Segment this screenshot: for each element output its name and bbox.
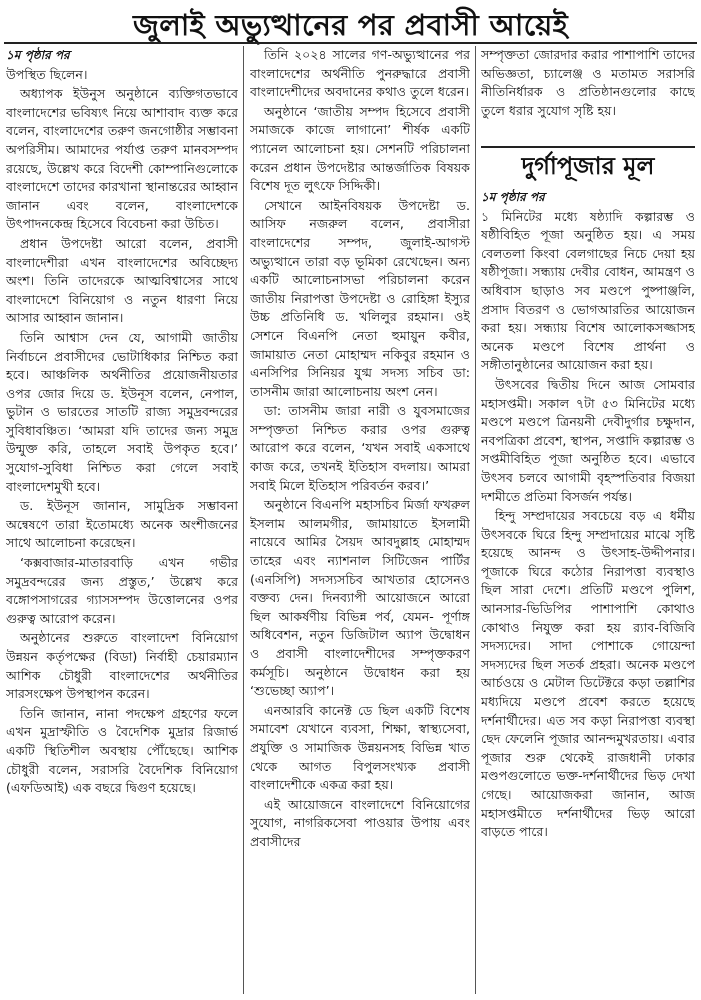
paragraph: উৎসবের দ্বিতীয় দিনে আজ সোমবার মহাসপ্তমী। সকাল ৭টা ৫৩ মিনিটের মধ্যে মণ্ডপে মণ্ডপে ত্রিনয়নী দেবীদুর্গার চক্ষুদান, নবপত্রিকা প্রবেশ, স্থাপন, সপ্তাদি কল্পারম্ভ ও সপ্তমীবিহিত পূজা অনুষ্ঠিত হবে। এভাবে উৎসব চলবে আগামী বৃহস্পতিবার বিজয়া দশমীতে প্রতিমা বিসর্জন পর্যন্ত।	[481, 376, 695, 504]
continuation-label: ১ম পৃষ্ঠার পর	[6, 48, 70, 62]
continuation-label: ১ম পৃষ্ঠার পর	[481, 190, 545, 204]
durga-puja-article	[481, 188, 695, 994]
paragraph: হিন্দু সম্প্রদায়ের সবচেয়ে বড় এ ধর্মীয় উৎসবকে ঘিরে হিন্দু সম্প্রদায়ের মাঝে সৃষ্টি হয়েছে আনন্দ ও উৎসাহ-উদ্দীপনার। পূজাকে ঘিরে কঠোর নিরাপত্তা ব্যবস্থাও ছিল সারা দেশে। প্রতিটি মণ্ডপে পুলিশ, আনসার-ভিডিপির পাশাপাশি কোথাও কোথাও নিযুক্ত করা হয় র‌্যাব-বিজিবি সদস্যদের। সাদা পোশাকে গোয়েন্দা সদস্যদের ছিল সতর্ক প্রহরা। অনেক মণ্ডপে আর্চওয়ে ও মেটাল ডিটেক্টরে কড়া তল্লাশির মধ্যদিয়ে মণ্ডপে প্রবেশ করতে হয়েছে দর্শনার্থীদের। এত সব কড়া নিরাপত্তা ব্যবস্থা ছেদ ফেলেনি পূজার আনন্দমুখরতায়। এবার পূজার শুরু থেকেই রাজধানী ঢাকার মণ্ডপগুলোতে ভক্ত-দর্শনার্থীদের ভিড় দেখা গেছে। আয়োজকরা জানান, আজ মহাসপ্তমীতে দর্শনার্থীদের ভিড় আরো বাড়তে পারে।	[481, 508, 695, 840]
paragraph: অনুষ্ঠানে ‘জাতীয় সম্পদ হিসেবে প্রবাসী সমাজকে কাজে লাগানো’ শীর্ষক একটি প্যানেল আলোচনা হয়। সেশনটি পরিচালনা করেন প্রধান উপদেষ্টার আন্তর্জাতিক বিষয়ক বিশেষ দূত লুৎফে সিদ্দিকী।	[250, 103, 470, 194]
paragraph: ১ মিনিটের মধ্যে ষষ্ঠ্যাদি কল্পারম্ভ ও ষষ্ঠীবিহিত পূজা অনুষ্ঠিত হয়। এ সময় বেলতলা কিংবা বেলগাছের নিচে দেয়া হয় ষষ্ঠীপূজা। সন্ধ্যায় দেবীর বোধন, আমন্ত্রণ ও অধিবাস ছাড়াও সব মণ্ডপে পুষ্পাঞ্জলি, প্রসাদ বিতরণ ও ভোগআরতির আয়োজন করা হয়। সন্ধ্যায় বিশেষ আলোকসজ্জাসহ অনেক মণ্ডপে বিশেষ প্রার্থনা ও সঙ্গীতানুষ্ঠানের আয়োজন করা হয়।	[481, 208, 695, 373]
paragraph: এনআরবি কানেক্ট ডে ছিল একটি বিশেষ সমাবেশ যেখানে ব্যবসা, শিক্ষা, স্বাস্থ্যসেবা, প্রযুক্তি ও সামাজিক উন্নয়নসহ বিভিন্ন খাত থেকে আগত বিপুলসংখ্যক প্রবাসী বাংলাদেশীকে একত্র করা হয়।	[250, 702, 470, 793]
article-column-2	[250, 46, 470, 994]
column-divider	[243, 46, 244, 994]
article-column-1	[6, 46, 238, 994]
paragraph: ডা: তাসনীম জারা নারী ও যুবসমাজের সম্পৃক্ততা নিশ্চিত করার ওপর গুরুত্ব আরোপ করে বলেন, ‘যখন সবাই একসাথে কাজ করে, তখনই ইতিহাস বদলায়। আমরা সবাই মিলে ইতিহাস পরিবর্তন করব।’	[250, 403, 470, 493]
paragraph: এই আয়োজনে বাংলাদেশে বিনিয়োগের সুযোগ, নাগরিকসেবা পাওয়ার উপায় এবং প্রবাসীদের	[250, 796, 470, 849]
secondary-headline: দুর্গাপূজার মূল	[521, 152, 655, 180]
paragraph: তিনি জানান, নানা পদক্ষেপ গ্রহণের ফলে এখন মুদ্রাস্ফীতি ও বৈদেশিক মুদ্রার রিজার্ভ একটি স্থিতিশীল অবস্থায় পৌঁছেছে। আশিক চৌধুরী বলেন, সরাসরি বৈদেশিক বিনিয়োগ (এফডিআই) এক বছরে দ্বিগুণ হয়েছে।	[6, 705, 238, 796]
paragraph: তিনি আশ্বাস দেন যে, আগামী জাতীয় নির্বাচনে প্রবাসীদের ভোটাধিকার নিশ্চিত করা হবে। আঞ্চলিক অর্থনীতির প্রয়োজনীয়তার ওপর জোর দিয়ে ড. ইউনূস বলেন, নেপাল, ভুটান ও ভারতের সাতটি রাজ্য সমুদ্রবন্দরের সুবিধাবঞ্চিত। ‘আমরা যদি তাদের জন্য সমুদ্র উন্মুক্ত করি, তাহলে সবাই উপকৃত হবে।’ সুযোগ-সুবিধা নিশ্চিত করা গেলে সবাই বাংলাদেশমুখী হবে।	[6, 329, 238, 494]
paragraph: অনুষ্ঠানের শুরুতে বাংলাদেশ বিনিয়োগ উন্নয়ন কর্তৃপক্ষের (বিডা) নির্বাহী চেয়ারম্যান আশিক চৌধুরী বাংলাদেশের অর্থনীতির সারসংক্ষেপ উপস্থাপন করেন।	[6, 630, 238, 702]
paragraph: উপস্থিত ছিলেন।	[6, 66, 88, 82]
paragraph: সেখানে আইনবিষয়ক উপদেষ্টা ড. আসিফ নজরুল বলেন, প্রবাসীরা বাংলাদেশের সম্পদ, জুলাই-আগস্ট অভ্যুত্থানে তারা বড় ভূমিকা রেখেছেন। অন্য একটি আলোচনাসভা পরিচালনা করেন জাতীয় নিরাপত্তা উপদেষ্টা ও রোহিঙ্গা ইস্যুর উচ্চ প্রতিনিধি ড. খলিলুর রহমান। ওই সেশনে বিএনপি নেতা হুমায়ুন কবীর, জামায়াত নেতা মোহাম্মদ নকিবুর রহমান ও এনসিপির সিনিয়র যুগ্ম সদস্য সচিব ডা: তাসনীম জারা আলোচনায় অংশ নেন।	[250, 197, 470, 399]
paragraph: সম্পৃক্ততা জোরদার করার পাশাপাশি তাদের অভিজ্ঞতা, চ্যালেঞ্জ ও মতামত সরাসরি নীতিনির্ধারক ও প্রতিষ্ঠানগুলোর কাছে তুলে ধরার সুযোগ সৃষ্টি হয়।	[481, 47, 695, 118]
paragraph: ড. ইউনূস জানান, সামুদ্রিক সম্ভাবনা অন্বেষণে তারা ইতোমধ্যে অনেক অংশীজনের সাথে আলোচনা করেছেন।	[6, 498, 238, 551]
paragraph: অধ্যাপক ইউনুস অনুষ্ঠানে ব্যক্তিগতভাবে বাংলাদেশের ভবিষ্যৎ নিয়ে আশাবাদ ব্যক্ত করে বলেন, বাংলাদেশের তরুণ জনগোষ্ঠীর সম্ভাবনা অপরিসীম। আমাদের পর্যাপ্ত তরুণ মানবসম্পদ রয়েছে, উল্লেখ করে বিদেশী কোম্পানিগুলোকে বাংলাদেশে তাদের কারখানা স্থানান্তরের আহ্বান জানান এবং বলেন, বাংলাদেশকে উৎপাদনকেন্দ্র হিসেবে বিবেচনা করা উচিত।	[6, 86, 238, 232]
main-headline: জুলাই অভ্যুত্থানের পর প্রবাসী আয়েই	[132, 8, 569, 42]
paragraph: অনুষ্ঠানে বিএনপি মহাসচিব মির্জা ফখরুল ইসলাম আলমগীর, জামায়াতে ইসলামী নায়েবে আমির সৈয়দ আবদুল্লাহ মোহাম্মদ তাহের এবং ন্যাশনাল সিটিজেন পার্টির (এনসিপি) সদস্যসচিব আখতার হোসেনও বক্তব্য দেন। দিনব্যাপী আয়োজনে আরো ছিল আকর্ষণীয় বিভিন্ন পর্ব, যেমন- পূর্ণাঙ্গ অধিবেশন, নতুন ডিজিটাল অ্যাপ উদ্বোধন ও প্রবাসী বাংলাদেশীদের সম্পৃক্তকরণ কর্মসূচি। অনুষ্ঠানে উদ্বোধন করা হয় ‘শুভেচ্ছা অ্যাপ’।	[250, 497, 470, 699]
article-column-3	[481, 46, 695, 154]
paragraph: তিনি ২০২৪ সালের গণ-অভ্যুত্থানের পর বাংলাদেশের অর্থনীতি পুনরুদ্ধারে প্রবাসী বাংলাদেশীদের অবদানের কথাও তুলে ধরেন।	[250, 47, 470, 100]
headline-rule	[4, 42, 697, 44]
paragraph: ‘কক্সবাজার-মাতারবাড়ি এখন গভীর সমুদ্রবন্দরের জন্য প্রস্তুত,’ উল্লেখ করে বঙ্গোপসাগরের গ্যাসসম্পদ উত্তোলনের ওপর গুরুত্ব আরোপ করেন।	[6, 555, 238, 626]
column-divider	[475, 46, 476, 994]
paragraph: প্রধান উপদেষ্টা আরো বলেন, প্রবাসী বাংলাদেশীরা এখন বাংলাদেশের অবিচ্ছেদ্য অংশ। তিনি তাদেরকে আত্মবিশ্বাসের সাথে বাংলাদেশে বিনিয়োগ ও নতুন ধারণা নিয়ে আসার আহ্বান জানান।	[6, 235, 238, 326]
